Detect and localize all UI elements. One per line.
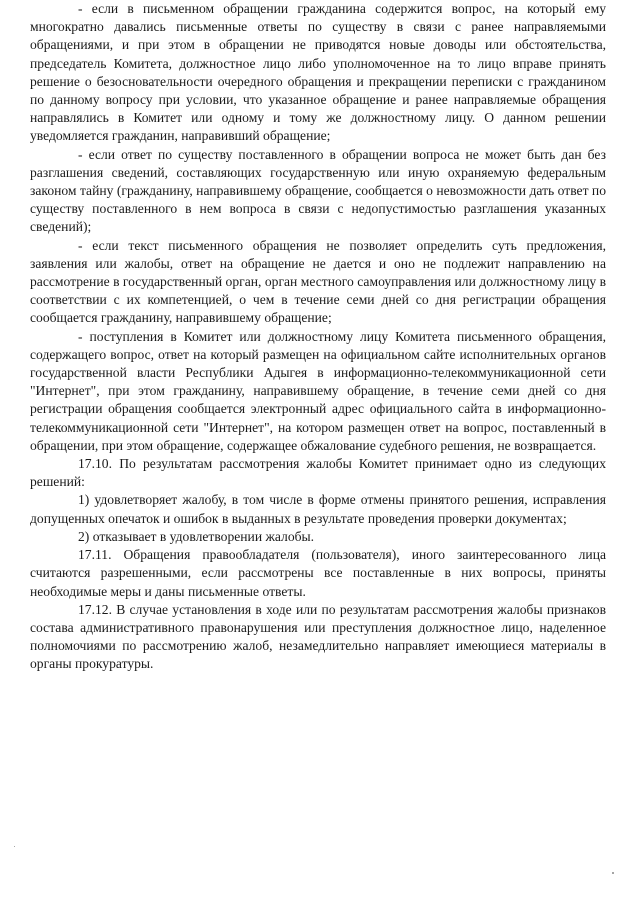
paragraph-refusal-unclear-text: - если текст письменного обращения не позволяет определить суть предложения, заявления или жалобы, ответ на обращение не дается и оно не подлежит направлению на рассмотрение в государственный орган, орган местного самоуправления или должностному лицу в соответствии с их компетенцией, о чем в течение семи дней со дня регистрации обращения сообщается гражданину, направившему обращение; bbox=[30, 237, 606, 326]
paragraph-refusal-repeated-appeal: - если в письменном обращении гражданина содержится вопрос, на который ему многократно давались письменные ответы по существу в связи с ранее направляемыми обращениями, и при этом в обращении не приводятся новые доводы или обстоятельства, председатель Комитета, должностное лицо либо уполномоченное на то лицо вправе принять решение о безосновательности очередного обращения и прекращении переписки с гражданином по данному вопросу при условии, что указанное обращение и ранее направляемые обращения направлялись в Комитет или одному и тому же должностному лицу. О данном решении уведомляется гражданин, направивший обращение; bbox=[30, 1, 606, 144]
paragraph-decision-1: 1) удовлетворяет жалобу, в том числе в форме отмены принятого решения, исправления допущенных опечаток и ошибок в выданных в результате проведения проверки документах; bbox=[30, 492, 606, 526]
scan-speck bbox=[612, 872, 614, 874]
paragraph-refusal-state-secret: - если ответ по существу поставленного в обращении вопроса не может быть дан без разглашения сведений, составляющих государственную или иную охраняемую федеральным законом тайну (гражданину, направившему обращение, сообщается о невозможности дать ответ по существу поставленного в нем вопроса в связи с недопустимостью разглашения указанных сведений); bbox=[30, 146, 606, 235]
paragraph-17-11: 17.11. Обращения правообладателя (пользователя), иного заинтересованного лица считаются разрешенными, если рассмотрены все поставленные в них вопросы, приняты необходимые меры и даны письменные ответы. bbox=[30, 547, 606, 599]
document-page bbox=[30, 0, 606, 674]
scan-speck bbox=[14, 846, 15, 847]
paragraph-decision-2: 2) отказывает в удовлетворении жалобы. bbox=[78, 528, 315, 544]
paragraph-17-12: 17.12. В случае установления в ходе или по результатам рассмотрения жалобы признаков состава административного правонарушения или преступления должностное лицо, наделенное полномочиями по рассмотрению жалоб, незамедлительно направляет имеющиеся материалы в органы прокуратуры. bbox=[30, 601, 606, 672]
paragraph-answer-published-online: - поступления в Комитет или должностному лицу Комитета письменного обращения, содержащего вопрос, ответ на который размещен на официальном сайте исполнительных органов государственной власти Республики Адыгея в информационно-телекоммуникационной сети "Интернет", при этом гражданину, направившему обращение, в течение семи дней со дня регистрации обращения сообщается электронный адрес официального сайта в информационно-телекоммуникационной сети "Интернет", на котором размещен ответ на вопрос, поставленный в обращении, при этом обращение, содержащее обжалование судебного решения, не возвращается. bbox=[30, 328, 606, 453]
paragraph-17-10: 17.10. По результатам рассмотрения жалобы Комитет принимает одно из следующих решений: bbox=[30, 456, 606, 490]
